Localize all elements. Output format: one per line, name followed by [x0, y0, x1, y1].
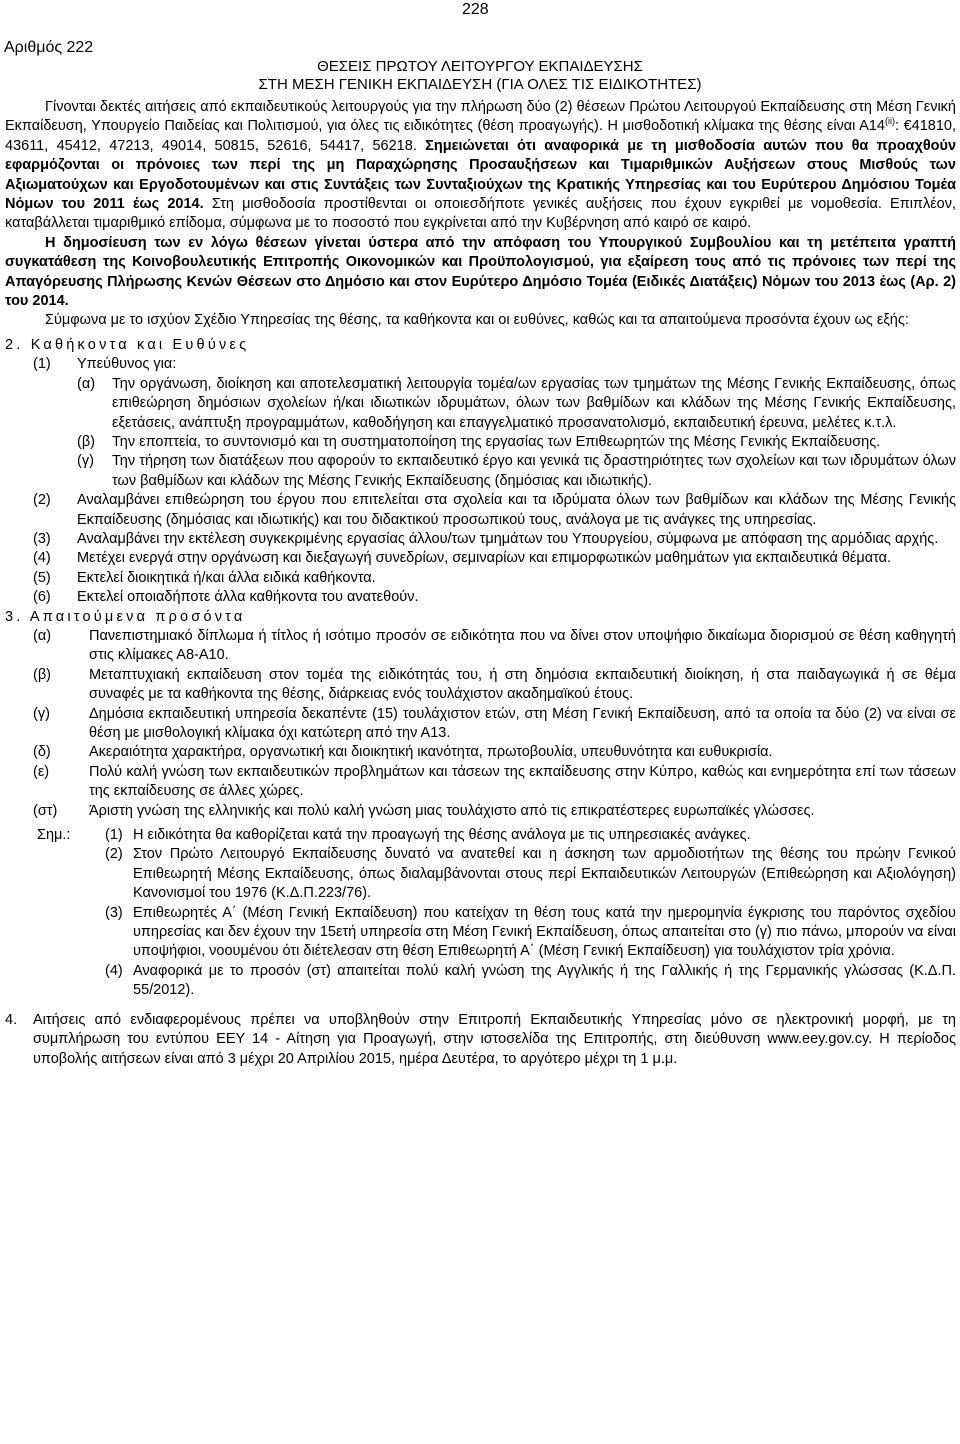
qualification-item: [5, 666, 956, 705]
qualification-item: [5, 743, 956, 762]
notice-number: Αριθμός 222: [4, 39, 94, 56]
item-text: Δημόσια εκπαιδευτική υπηρεσία δεκαπέντε (15) τουλάχιστον ετών, στη Μέση Γενική Εκπαίδευση, από τα οποία τα δύο (2) να είναι σε θέση με μισθολογική κλίμακα όχι κατώτερη από την Α13.: [89, 705, 956, 741]
item-number: (3): [33, 530, 51, 547]
publication-note-bold: Η δημοσίευση των εν λόγω θέσεων γίνεται ύστερα από την απόφαση του Υπουργικού Συμβουλίου και τη μετέπειτα γραπτή συγκατάθεση της Κοινοβουλευτικής Επιτροπής Οικονομικών και Προϋπολογισμού, για εξαίρεση τους από τις πρόνοιες των περί της Απαγόρευσης Πλήρωσης Κενών Θέσεων στο Δημόσιο και στον Ευρύτερο Δημόσιο Τομέα (Ειδικές Διατάξεις) Νόμων του 2013 έως (Αρ. 2) του 2014.: [5, 234, 956, 310]
salary-note-bold: Σημειώνεται ότι αναφορικά με τη μισθοδοσία αυτών που θα προαχθούν εφαρμόζονται οι πρόνοιες των περί της μη Παραχώρησης Προσαυξήσεων και Τιμαριθμικών Αυξήσεων στους Μισθούς των Αξιωματούχων και Εργοδοτουμένων και στις Συντάξεις των Συνταξιούχων της Κρατικής Υπηρεσίας και του Ευρύτερου Δημόσιου Τομέα Νόμων του 2011 έως 2014.: [5, 137, 957, 213]
item-text: Αναφορικά με το προσόν (στ) απαιτείται πολύ καλή γνώση της Αγγλικής ή της Γαλλικής ή της Γερμανικής γλώσσας (Κ.Δ.Π. 55/2012).: [133, 962, 956, 999]
item-text: Μεταπτυχιακή εκπαίδευση στον τομέα της ειδικότητάς του, ή στη δημόσια εκπαιδευτική διοίκηση, ή στα παιδαγωγικά ή σε θέμα συναφές με τα καθήκοντα της θέσης, διάρκειας ενός τουλάχιστον ακαδημαϊκού έτους.: [89, 666, 956, 703]
qualification-row: [33, 763, 956, 802]
intro-text-end: Στη μισθοδοσία προστίθενται οι οποιεσδήποτε γενικές αυξήσεις που έχουν εγκριθεί με νομοθεσία. Επιπλέον, καταβάλλεται τιμαριθμικό επίδομα, σύμφωνα με το ποσοστό που εγκρίνεται από την Κυβέρνηση από καιρό σε καιρό.: [5, 196, 956, 232]
duty-sub-item: [33, 433, 956, 452]
item-text: Ακεραιότητα χαρακτήρα, οργανωτική και διοικητική ικανότητα, πρωτοβουλία, υπευθυνότητα και ευθυκρισία.: [89, 744, 773, 761]
item-text: Στον Πρώτο Λειτουργό Εκπαίδευσης δυνατό να ανατεθεί και η άσκηση των αρμοδιοτήτων της θέσης του πρώην Γενικού Επιθεωρητή Μέσης Εκπαίδευσης, όπως διαλαμβάνονται στους περί Εκπαιδευτικών Λειτουργών (Επιθεώρηση και Αξιολόγηση) Κανονισμοί του 1976 (Κ.Δ.Π.223/76).: [133, 846, 956, 902]
footnote-marker: (ii): [884, 116, 895, 127]
duty-item: [5, 588, 956, 607]
duty-row: [33, 549, 956, 568]
qualification-row: [33, 802, 956, 821]
notice-title: [0, 58, 960, 94]
item-number: (4): [105, 962, 123, 979]
qualification-row: [33, 666, 956, 705]
intro-text: Γίνονται δεκτές αιτήσεις από εκπαιδευτικούς λειτουργούς για την πλήρωση δύο (2) θέσεων Πρώτου Λειτουργού Εκπαίδευσης στη Μέση Γενική Εκπαίδευση, Υπουργείο Παιδείας και Πολιτισμού, για όλες τις ειδικότητες (θέση προαγωγής). Η μισθοδοτική κλίμακα της θέσης είναι Α14: [5, 99, 956, 135]
item-text: Υπεύθυνος για:: [77, 356, 177, 373]
qualification-item: [5, 802, 956, 821]
note-row: [105, 826, 956, 845]
item-number: (4): [33, 550, 51, 567]
item-number: (2): [33, 492, 51, 509]
duty-item: [5, 355, 956, 491]
duty-item: [5, 530, 956, 549]
item-number: (5): [33, 569, 51, 586]
item-text: Άριστη γνώση της ελληνικής και πολύ καλή γνώση μιας τουλάχιστο από τις επικρατέστερες ευρωπαϊκές γλώσσες.: [89, 802, 815, 819]
item-text: Την εποπτεία, το συντονισμό και τη συστηματοποίηση της εργασίας των Επιθεωρητών της Μέσης Γενικής Εκπαίδευσης.: [112, 433, 881, 450]
note-row: [105, 845, 956, 903]
notes-label: Σημ.:: [37, 827, 71, 844]
item-number: (γ): [33, 705, 50, 722]
duty-sub-row: [77, 375, 956, 433]
item-number: (γ): [77, 453, 94, 470]
item-number: (1): [105, 827, 123, 844]
section-3-list: [5, 627, 956, 821]
note-row: [105, 962, 956, 1001]
item-number: (β): [33, 666, 51, 683]
item-text: Αναλαμβάνει την εκτέλεση συγκεκριμένης εργασίας άλλου/των τμημάτων του Υπουργείου, σύμφωνα με απόφαση της αρμόδιας αρχής.: [77, 530, 939, 547]
item-number: (1): [33, 356, 51, 373]
duty-row: [33, 588, 956, 607]
section-3-heading: 3. Απαιτούμενα προσόντα: [5, 608, 246, 625]
item-text: Επιθεωρητές Α΄ (Μέση Γενική Εκπαίδευση) που κατείχαν τη θέση τους κατά την ημερομηνία έγκρισης του παρόντος σχεδίου υπηρεσίας και δεν έχουν την 15ετή υπηρεσία στη Μέση Γενική Εκπαίδευση, όπως απαιτείται στο (γ) πιο πάνω, μπορούν να είναι υποψήφιοι, νοουμένου ότι διέτελεσαν στη θέση Επιθεωρητή Α΄ (Μέση Γενική Εκπαίδευση) για τουλάχιστον τρία χρόνια.: [133, 904, 956, 960]
section-4-number: 4.: [5, 1011, 18, 1028]
intro-paragraph-1: [5, 98, 956, 234]
section-4: [5, 1011, 956, 1069]
item-number: (2): [105, 846, 123, 863]
qualification-item: [5, 763, 956, 802]
item-number: (ε): [33, 763, 50, 780]
qualification-item: [5, 627, 956, 666]
notes-block: [5, 826, 956, 1001]
qualification-item: [5, 705, 956, 744]
item-text: Αναλαμβάνει επιθεώρηση του έργου που επιτελείται στα σχολεία και τα ιδρύματα όλων των βαθμίδων και κλάδων της Μέσης Γενικής Εκπαίδευσης (δημόσιας και ιδιωτικής) και του διδακτικού προσωπικού τους, ανάλογα με τις ανάγκες της υπηρεσίας.: [77, 492, 956, 528]
item-number: (δ): [33, 744, 51, 761]
duty-item: [5, 549, 956, 568]
notes-list: [105, 826, 956, 1001]
page-number: 228: [462, 1, 489, 18]
item-number: (3): [105, 904, 123, 921]
item-text: Πολύ καλή γνώση των εκπαιδευτικών προβλημάτων και τάσεων της εκπαίδευσης στην Κύπρο, καθώς και ενημερότητα επί των τάσεων της εκπαίδευσης σε άλλες χώρες.: [89, 763, 956, 800]
section-4-text: Αιτήσεις από ενδιαφερομένους πρέπει να υποβληθούν στην Επιτροπή Εκπαιδευτικής Υπηρεσίας μόνο σε ηλεκτρονική μορφή, με τη συμπλήρωση του εντύπου ΕΕΥ 14 - Αίτηση για Προαγωγή, στην ιστοσελίδα της Επιτροπής, στη διεύθυνση www.eey.gov.cy. Η περίοδος υποβολής αιτήσεων είναι από 3 μέχρι 20 Απριλίου 2015, ημέρα Δευτέρα, το αργότερο μέχρι τη 1 μ.μ.: [33, 1011, 956, 1067]
duty-row: [33, 491, 956, 530]
duty-sub-item: [33, 375, 956, 433]
item-text: Πανεπιστημιακό δίπλωμα ή τίτλος ή ισότιμο προσόν σε ειδικότητα που να δίνει στον υποψήφιο δικαίωμα διορισμού σε θέση καθηγητή στις κλίμακες Α8-Α10.: [89, 627, 956, 664]
item-number: (α): [77, 375, 96, 392]
salary-scale-values: : €41810, 43611, 45412, 47213, 49014, 50815, 52616, 54417, 56218.: [5, 118, 956, 154]
qualification-row: [33, 743, 956, 762]
item-text: Την τήρηση των διατάξεων που αφορούν το εκπαιδευτικό έργο και γενικά τις δραστηριότητες των σχολείων και των ιδρυμάτων όλων των βαθμίδων και κλάδων της Μέσης Γενικής Εκπαίδευσης (δημόσιας και ιδιωτικής).: [112, 453, 956, 489]
duty-row: [33, 355, 956, 374]
duty-row: [33, 530, 956, 549]
intro-paragraph-2: [5, 234, 956, 312]
title-line-1: ΘΕΣΕΙΣ ΠΡΩΤΟΥ ΛΕΙΤΟΥΡΓΟΥ ΕΚΠΑΙΔΕΥΣΗΣ: [317, 58, 643, 75]
duty-sub-item: [33, 452, 956, 491]
duty-sub-row: [77, 452, 956, 491]
title-line-2: ΣΤΗ ΜΕΣΗ ΓΕΝΙΚΗ ΕΚΠΑΙΔΕΥΣΗ (ΓΙΑ ΟΛΕΣ ΤΙΣ ΕΙΔΙΚΟΤΗΤΕΣ): [258, 76, 702, 93]
item-number: (β): [77, 433, 95, 450]
item-number: (α): [33, 627, 52, 644]
duty-item: [5, 569, 956, 588]
qualification-row: [33, 627, 956, 666]
item-text: Εκτελεί διοικητικά ή/και άλλα ειδικά καθήκοντα.: [77, 569, 376, 586]
item-number: (6): [33, 589, 51, 606]
qualification-row: [33, 705, 956, 744]
item-text: Η ειδικότητα θα καθορίζεται κατά την προαγωγή της θέσης ανάλογα με τις υπηρεσιακές ανάγκες.: [133, 827, 751, 844]
item-text: Την οργάνωση, διοίκηση και αποτελεσματική λειτουργία τομέα/ων εργασίας των τμημάτων της Μέσης Γενικής Εκπαίδευσης, όπως επιθεώρηση δημόσιων σχολείων ή/και ιδιωτικών ιδρυμάτων, όλων των βαθμίδων και κλάδων της Μέσης Γενικής Εκπαίδευσης, εξετάσεις, ανάπτυξη προγραμμάτων, καθοδήγηση και επαγγελματικό προσανατολισμό, εκπαιδευτική έρευνα, μελέτες κ.τ.λ.: [112, 375, 956, 431]
duty-item: [5, 491, 956, 530]
item-text: Εκτελεί οποιαδήποτε άλλα καθήκοντα του ανατεθούν.: [77, 589, 419, 606]
note-row: [105, 904, 956, 962]
item-number: (στ): [33, 802, 58, 819]
duty-sub-row: [77, 433, 956, 452]
duty-row: [33, 569, 956, 588]
document-body: [5, 98, 956, 1069]
section-2-heading: 2. Καθήκοντα και Ευθύνες: [5, 336, 250, 353]
section-2-list: [5, 355, 956, 607]
item-text: Μετέχει ενεργά στην οργάνωση και διεξαγωγή συνεδρίων, σεμιναρίων και επιμορφωτικών μαθημάτων για εκπαιδευτικά θέματα.: [77, 550, 892, 567]
intro-paragraph-3: Σύμφωνα με το ισχύον Σχέδιο Υπηρεσίας της θέσης, τα καθήκοντα και οι ευθύνες, καθώς και τα απαιτούμενα προσόντα έχουν ως εξής:: [45, 312, 909, 329]
